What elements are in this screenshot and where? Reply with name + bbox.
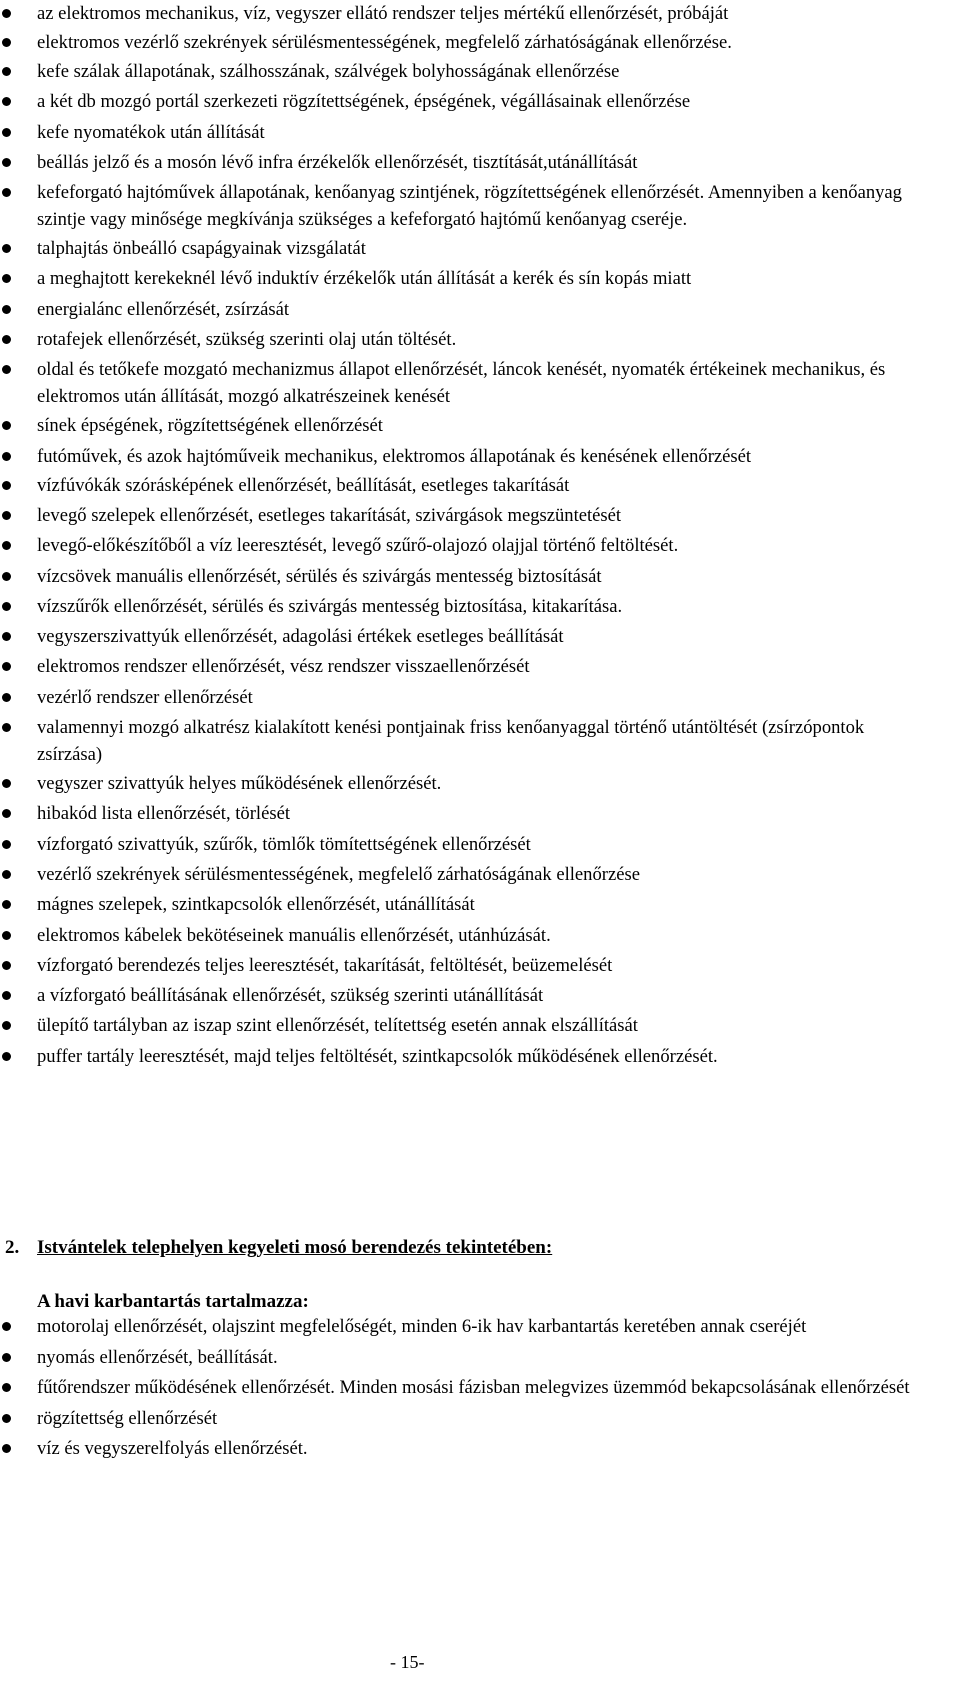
list-item: vízforgató berendezés teljes leeresztését, takarítását, feltöltését, beüzemelését <box>0 952 920 979</box>
list-item: mágnes szelepek, szintkapcsolók ellenőrzését, utánállítását <box>0 891 920 918</box>
page-number: - 15- <box>390 1652 425 1672</box>
list-item: motorolaj ellenőrzését, olajszint megfelelőségét, minden 6-ik hav karbantartás keretében annak cseréjét <box>0 1313 920 1340</box>
list-item: a két db mozgó portál szerkezeti rögzítettségének, épségének, végállásainak ellenőrzése <box>0 88 920 115</box>
list-item: nyomás ellenőrzését, beállítását. <box>0 1344 920 1371</box>
list-item: vezérlő rendszer ellenőrzését <box>0 684 920 711</box>
list-item: puffer tartály leeresztését, majd teljes feltöltését, szintkapcsolók működésének ellenőrzését. <box>0 1043 920 1070</box>
list-item: a meghajtott kerekeknél lévő induktív érzékelők után állítását a kerék és sín kopás miatt <box>0 265 920 292</box>
list-item: energialánc ellenőrzését, zsírzását <box>0 296 920 323</box>
list-item: rotafejek ellenőrzését, szükség szerinti olaj után töltését. <box>0 326 920 353</box>
section-number: 2. <box>5 1237 20 1258</box>
monthly-maintenance-list <box>0 1313 920 1466</box>
list-item: beállás jelző és a mosón lévő infra érzékelők ellenőrzését, tisztítását,utánállítását <box>0 149 920 176</box>
list-item: oldal és tetőkefe mozgató mechanizmus állapot ellenőrzését, láncok kenését, nyomaték értékeinek mechanikus, és elektromos után állítását, mozgó alkatrészeinek kenését <box>0 356 920 410</box>
list-item: vízfúvókák szórásképének ellenőrzését, beállítását, esetleges takarítását <box>0 472 920 499</box>
list-item: vezérlő szekrények sérülésmentességének, megfelelő zárhatóságának ellenőrzése <box>0 861 920 888</box>
list-item: vízforgató szivattyúk, szűrők, tömlők tömítettségének ellenőrzését <box>0 831 920 858</box>
list-item: vegyszer szivattyúk helyes működésének ellenőrzését. <box>0 770 920 797</box>
list-item: a vízforgató beállításának ellenőrzését, szükség szerinti utánállítását <box>0 982 920 1009</box>
list-item: az elektromos mechanikus, víz, vegyszer ellátó rendszer teljes mértékű ellenőrzését, próbáját <box>0 0 920 27</box>
list-item: elektromos rendszer ellenőrzését, vész rendszer visszaellenőrzését <box>0 653 920 680</box>
section-heading <box>5 1234 552 1261</box>
list-item: valamennyi mozgó alkatrész kialakított kenési pontjainak friss kenőanyaggal történő utántöltését (zsírzópontok zsírzása) <box>0 714 920 768</box>
list-item: kefeforgató hajtóművek állapotának, kenőanyag szintjének, rögzítettségének ellenőrzését. Amennyiben a kenőanyag szintje vagy minősége megkívánja szükséges a kefeforgató hajtómű kenőanyag cseréje. <box>0 179 920 233</box>
list-item: rögzítettség ellenőrzését <box>0 1405 920 1432</box>
list-item: levegő-előkészítőből a víz leeresztését, levegő szűrő-olajozó olajjal történő feltöltését. <box>0 532 920 559</box>
monthly-maintenance-heading: A havi karbantartás tartalmazza: <box>37 1291 309 1312</box>
list-item: víz és vegyszerelfolyás ellenőrzését. <box>0 1435 920 1462</box>
list-item: kefe nyomatékok után állítását <box>0 119 920 146</box>
list-item: elektromos kábelek bekötéseinek manuális ellenőrzését, utánhúzását. <box>0 922 920 949</box>
list-item: hibakód lista ellenőrzését, törlését <box>0 800 920 827</box>
list-item: talphajtás önbeálló csapágyainak vizsgálatát <box>0 235 920 262</box>
list-item: sínek épségének, rögzítettségének ellenőrzését <box>0 412 920 439</box>
list-item: vegyszerszivattyúk ellenőrzését, adagolási értékek esetleges beállítását <box>0 623 920 650</box>
list-item: futóművek, és azok hajtóműveik mechanikus, elektromos állapotának és kenésének ellenőrzését <box>0 443 920 470</box>
list-item: levegő szelepek ellenőrzését, esetleges takarítását, szivárgások megszüntetését <box>0 502 920 529</box>
list-item: elektromos vezérlő szekrények sérülésmentességének, megfelelő zárhatóságának ellenőrzése. <box>0 29 920 56</box>
list-item: fűtőrendszer működésének ellenőrzését. Minden mosási fázisban melegvizes üzemmód bekapcsolásának ellenőrzését <box>0 1374 920 1401</box>
list-item: kefe szálak állapotának, szálhosszának, szálvégek bolyhosságának ellenőrzése <box>0 58 920 85</box>
section-title: Istvántelek telephelyen kegyeleti mosó berendezés tekintetében: <box>37 1237 553 1258</box>
list-item: vízszűrők ellenőrzését, sérülés és szivárgás mentesség biztosítása, kitakarítása. <box>0 593 920 620</box>
list-item: ülepítő tartályban az iszap szint ellenőrzését, telítettség esetén annak elszállítását <box>0 1012 920 1039</box>
list-item: vízcsövek manuális ellenőrzését, sérülés és szivárgás mentesség biztosítását <box>0 563 920 590</box>
